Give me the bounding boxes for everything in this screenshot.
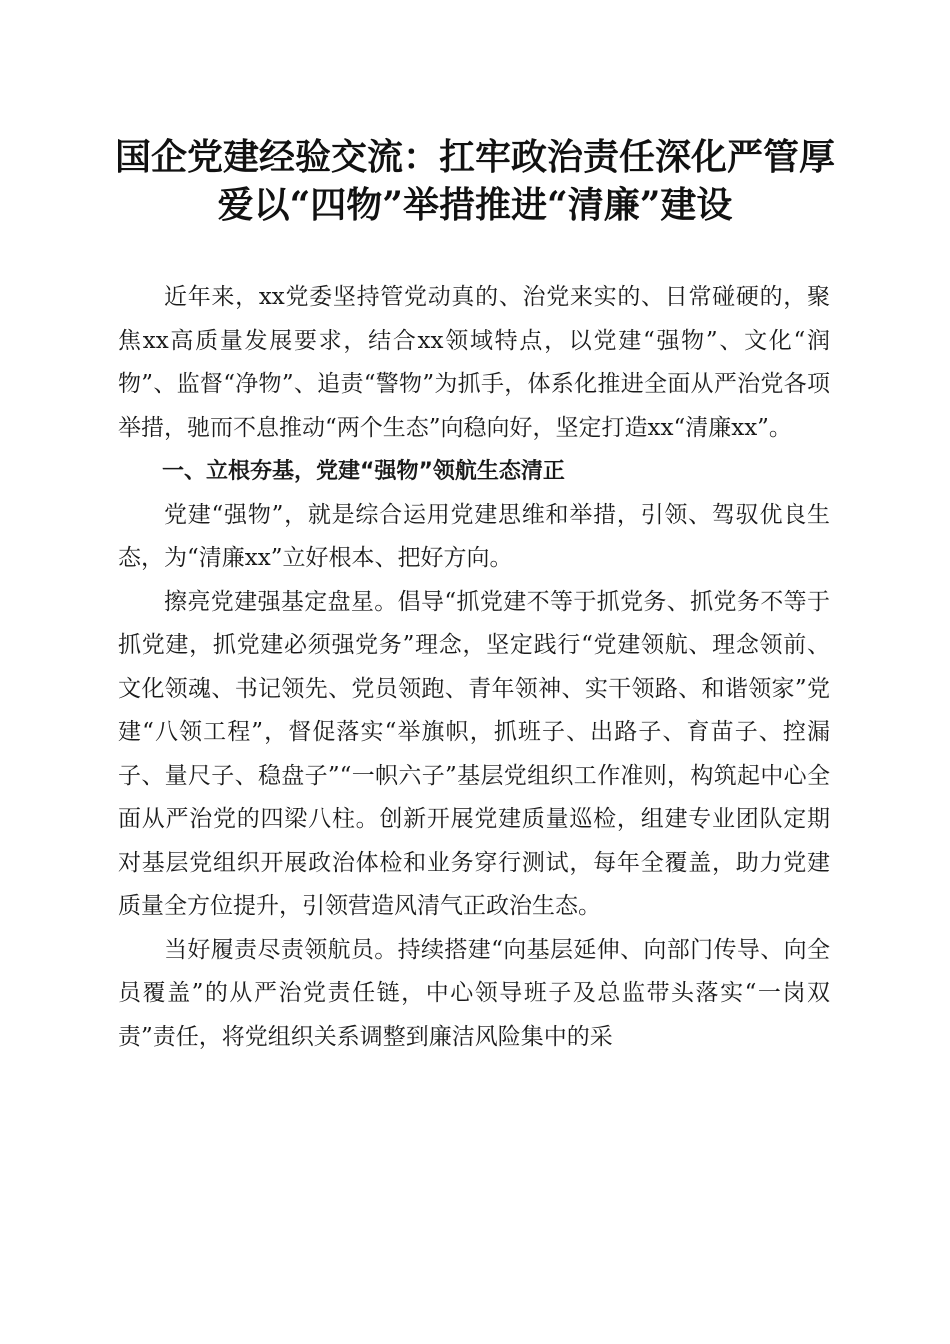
document-body	[118, 276, 830, 1059]
body-paragraph: 擦亮党建强基定盘星。倡导“抓党建不等于抓党务、抓党务不等于抓党建，抓党建必须强党务”理念，坚定践行“党建领航、理念领前、文化领魂、书记领先、党员领跑、青年领神、实干领路、和谐领家”党建“八领工程”，督促落实“举旗帜，抓班子、出路子、育苗子、控漏子、量尺子、稳盘子”“一帜六子”基层党组织工作准则，构筑起中心全面从严治党的四梁八柱。创新开展党建质量巡检，组建专业团队定期对基层党组织开展政治体检和业务穿行测试，每年全覆盖，助力党建质量全方位提升，引领营造风清气正政治生态。	[118, 588, 830, 919]
intro-paragraph: 近年来，xx党委坚持管党动真的、治党来实的、日常碰硬的，聚焦xx高质量发展要求，结合xx领域特点，以党建“强物”、文化“润物”、监督“净物”、追责“警物”为抓手，体系化推进全面从严治党各项举措，驰而不息推动“两个生态”向稳向好，坚定打造xx“清廉xx”。	[118, 284, 830, 441]
title-line-1: 国企党建经验交流：扛牢政治责任深化严管厚	[114, 136, 835, 178]
section-heading-1: 一、立根夯基，党建“强物”领航生态清正	[162, 459, 565, 484]
body-paragraph: 当好履责尽责领航员。持续搭建“向基层延伸、向部门传导、向全员覆盖”的从严治党责任链，中心领导班子及总监带头落实“一岗双责”责任，将党组织关系调整到廉洁风险集中的采	[118, 936, 830, 1050]
title-line-2: 爱以“四物”举措推进“清廉”建设	[217, 184, 733, 226]
document-title	[100, 133, 850, 229]
body-paragraph: 党建“强物”，就是综合运用党建思维和举措，引领、驾驭优良生态，为“清廉xx”立好根本、把好方向。	[118, 501, 830, 571]
